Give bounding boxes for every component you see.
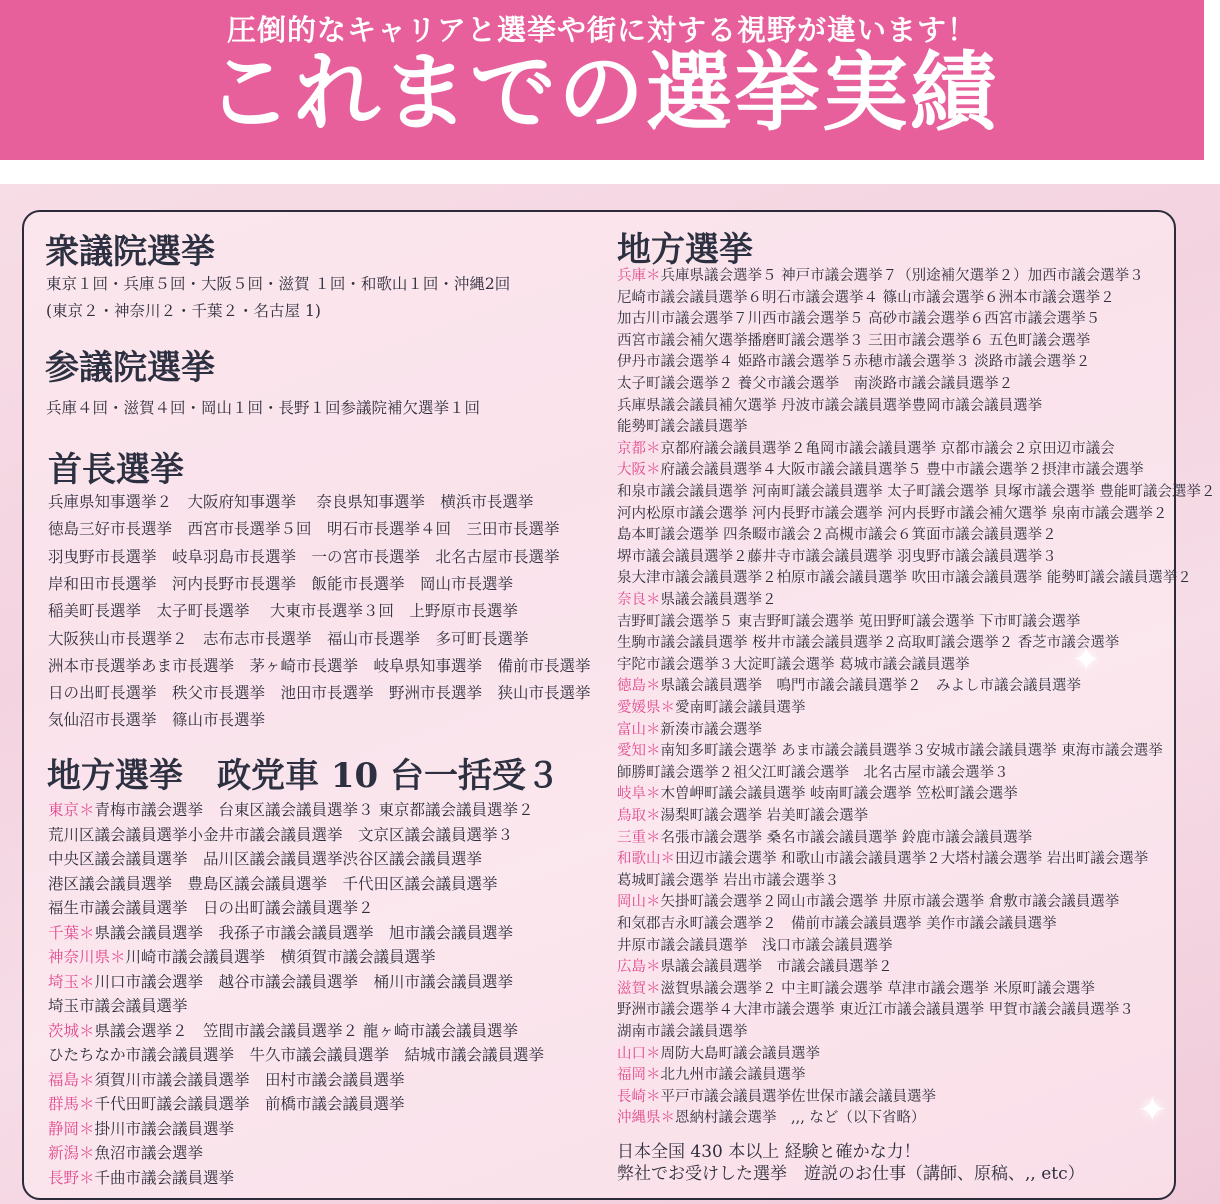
list-item bbox=[617, 739, 1163, 760]
list-item bbox=[617, 415, 748, 436]
election-text: 矢掛町議会選挙２岡山市議会選挙 井原市議会選挙 倉敷市議会議員選挙 bbox=[660, 894, 1120, 911]
list-item bbox=[617, 307, 1100, 328]
election-text: 埼玉市議会議員選挙 bbox=[48, 997, 188, 1015]
prefecture-label: 福岡＊ bbox=[617, 1067, 661, 1084]
list-item bbox=[617, 696, 806, 717]
election-text: 吉野町議会選挙５ 東吉野町議会選挙 莵田野町議会選挙 下市町議会選挙 bbox=[617, 613, 1081, 630]
election-text: 須賀川市議会議員選挙 田村市議会議員選挙 bbox=[94, 1070, 405, 1089]
election-text: 県議会議員選挙 市議会議員選挙２ bbox=[660, 959, 893, 976]
prefecture-label: 茨城＊ bbox=[48, 1021, 95, 1040]
election-text: 魚沼市議会選挙 bbox=[94, 1144, 204, 1162]
election-text: 福生市議会議員選挙 日の出町議会議員選挙２ bbox=[48, 899, 374, 917]
election-text: 青梅市議会選挙 台東区議会議員選挙３ 東京都議会議員選挙２ bbox=[94, 801, 534, 819]
prefecture-label: 広島＊ bbox=[617, 959, 661, 976]
election-text: 宇陀市議会選挙３大淀町議会選挙 葛城市議会議員選挙 bbox=[617, 656, 970, 673]
election-text: 和泉市議会議員選挙 河南町議会議員選挙 太子町議会選挙 貝塚市議会選挙 豊能町議会選挙２ bbox=[617, 484, 1216, 500]
chiho-right-title: 地方選挙 bbox=[617, 230, 753, 270]
prefecture-label: 富山＊ bbox=[617, 721, 661, 738]
list-item bbox=[617, 264, 1144, 285]
list-item bbox=[617, 674, 1081, 695]
prefecture-label: 愛媛県＊ bbox=[617, 700, 675, 716]
prefecture-label: 三重＊ bbox=[617, 829, 661, 846]
list-item bbox=[617, 1020, 748, 1041]
list-item bbox=[617, 1085, 936, 1106]
list-item: 気仙沼市長選挙 篠山市長選挙 bbox=[48, 711, 266, 730]
list-item bbox=[617, 653, 970, 674]
list-item bbox=[617, 610, 1080, 631]
list-item bbox=[48, 945, 436, 967]
list-item bbox=[617, 912, 1057, 933]
header-title: これまでの選挙実績 bbox=[206, 42, 998, 143]
list-item bbox=[48, 1043, 544, 1065]
election-text: 伊丹市議会選挙４ 姫路市議会選挙５赤穂市議会選挙３ 淡路市議会選挙２ bbox=[617, 354, 1091, 371]
prefecture-label: 滋賀＊ bbox=[617, 980, 661, 997]
list-item bbox=[617, 761, 1009, 782]
list-item bbox=[617, 394, 1042, 415]
sparkle-icon: ✦ bbox=[1138, 1090, 1167, 1130]
election-text: 尼崎市議会議員選挙６明石市議会選挙４ 篠山市議会選挙６洲本市議会選挙２ bbox=[617, 289, 1115, 306]
election-text: 河内松原市議会選挙 河内長野市議会選挙 河内長野市議会補欠選挙 泉南市議会選挙２ bbox=[617, 505, 1168, 522]
list-item bbox=[617, 1106, 925, 1127]
shugiin-title: 衆議院選挙 bbox=[45, 232, 215, 272]
prefecture-label: 兵庫＊ bbox=[617, 268, 661, 284]
list-item bbox=[617, 566, 1192, 587]
list-item bbox=[617, 502, 1167, 523]
election-text: 西宮市議会補欠選挙播磨町議会選挙３ 三田市議会選挙６ 五色町議会選挙 bbox=[617, 332, 1091, 349]
list-item bbox=[617, 372, 1013, 393]
prefecture-label: 神奈川県＊ bbox=[48, 948, 126, 966]
list-item bbox=[48, 823, 513, 845]
list-item: 稲美町長選挙 太子町長選挙 大東市長選挙３回 上野原市長選挙 bbox=[48, 602, 518, 621]
election-text: 川口市議会選挙 越谷市議会議員選挙 桶川市議会議員選挙 bbox=[94, 972, 514, 991]
election-text: 周防大島町議会議員選挙 bbox=[660, 1045, 820, 1062]
election-text: 泉大津市議会議員選挙２柏原市議会議員選挙 吹田市議会議員選挙 能勢町議会議員選挙２ bbox=[617, 570, 1192, 587]
list-item bbox=[617, 998, 1134, 1019]
list-item bbox=[617, 588, 777, 609]
closing-line-1: 日本全国 430 本以上 経験と確かな力！ bbox=[617, 1142, 921, 1162]
list-item bbox=[48, 994, 188, 1016]
prefecture-label: 埼玉＊ bbox=[48, 972, 95, 991]
list-item bbox=[617, 631, 1119, 652]
election-text: 川崎市議会議員選挙 横須賀市議会議員選挙 bbox=[125, 948, 436, 966]
shucho-title: 首長選挙 bbox=[48, 450, 184, 490]
list-item: 東京１回・兵庫５回・大阪５回・滋賀 １回・和歌山１回・沖縄2回 bbox=[46, 275, 511, 293]
closing-line-2: 弊社でお受けした選挙 遊説のお仕事（講師、原稿、,, etc） bbox=[617, 1164, 1085, 1184]
election-text: 掛川市議会議員選挙 bbox=[94, 1119, 235, 1138]
prefecture-label: 東京＊ bbox=[48, 801, 95, 819]
election-text: 兵庫県議会議員補欠選挙 丹波市議会議員選挙豊岡市議会議員選挙 bbox=[617, 397, 1043, 414]
election-text: 名張市議会選挙 桑名市議会議員選挙 鈴鹿市議会議員選挙 bbox=[660, 829, 1033, 846]
list-item bbox=[48, 1117, 234, 1139]
election-text: 千曲市議会議員選挙 bbox=[94, 1168, 235, 1187]
list-item bbox=[48, 921, 513, 943]
list-item bbox=[617, 286, 1115, 307]
election-text: 太子町議会選挙２ 養父市議会選挙 南淡路市議会議員選挙２ bbox=[617, 376, 1014, 392]
election-text: 愛南町議会議員選挙 bbox=[675, 700, 806, 716]
list-item: 洲本市長選挙あま市長選挙 茅ヶ崎市長選挙 岐阜県知事選挙 備前市長選挙 bbox=[48, 656, 591, 675]
closing-note bbox=[617, 1141, 1085, 1185]
prefecture-label: 千葉＊ bbox=[48, 923, 95, 942]
list-item bbox=[617, 458, 1144, 479]
list-item bbox=[48, 1166, 234, 1188]
list-item bbox=[617, 350, 1090, 371]
header-banner bbox=[0, 0, 1204, 160]
election-text: 加古川市議会選挙７川西市議会選挙５ 高砂市議会選挙６西宮市議会選挙５ bbox=[617, 311, 1101, 328]
election-text: 荒川区議会議員選挙小金井市議会議員選挙 文京区議会議員選挙３ bbox=[48, 825, 514, 844]
prefecture-label: 山口＊ bbox=[617, 1045, 661, 1062]
list-item bbox=[617, 329, 1090, 350]
election-text: ひたちなか市議会議員選挙 牛久市議会議員選挙 結城市議会議員選挙 bbox=[48, 1046, 545, 1064]
sparkle-icon: ✦ bbox=[1072, 640, 1101, 680]
election-text: 恩納村議会選挙 ,,, など（以下省略） bbox=[675, 1110, 926, 1127]
list-item bbox=[617, 523, 1057, 544]
prefecture-label: 沖縄県＊ bbox=[617, 1110, 675, 1127]
list-item bbox=[48, 1141, 203, 1163]
prefecture-label: 鳥取＊ bbox=[617, 808, 661, 824]
election-text: 湯梨町議会選挙 岩美町議会選挙 bbox=[660, 808, 869, 824]
prefecture-label: 岡山＊ bbox=[617, 894, 661, 911]
header-subtitle: 圧倒的なキャリアと選挙や街に対する視野が違います！ bbox=[226, 13, 977, 47]
list-item bbox=[48, 847, 482, 869]
election-text: 木曽岬町議会議員選挙 岐南町議会選挙 笠松町議会選挙 bbox=[660, 786, 1018, 803]
election-text: 県議会議員選挙２ bbox=[660, 592, 777, 608]
list-item: 日の出町長選挙 秩父市長選挙 池田市長選挙 野洲市長選挙 狭山市長選挙 bbox=[48, 684, 591, 703]
prefecture-label: 和歌山＊ bbox=[617, 851, 675, 868]
list-item bbox=[48, 970, 513, 992]
prefecture-label: 福島＊ bbox=[48, 1070, 95, 1089]
list-item bbox=[48, 872, 498, 894]
list-item bbox=[48, 1019, 518, 1041]
prefecture-label: 長野＊ bbox=[48, 1168, 95, 1187]
election-text: 兵庫県議会選挙５ 神戸市議会選挙７（別途補欠選挙２）加西市議会選挙３ bbox=[660, 268, 1144, 284]
list-item bbox=[617, 955, 893, 976]
list-item bbox=[617, 977, 1095, 998]
prefecture-label: 奈良＊ bbox=[617, 592, 661, 608]
list-item bbox=[617, 480, 1215, 501]
list-item bbox=[617, 437, 1115, 458]
election-text: 滋賀県議会選挙２ 中主町議会選挙 草津市議会選挙 米原町議会選挙 bbox=[660, 980, 1095, 997]
election-text: 能勢町議会議員選挙 bbox=[617, 419, 748, 436]
election-text: 南知多町議会選挙 あま市議会議員選挙３安城市議会議員選挙 東海市議会選挙 bbox=[660, 743, 1163, 760]
election-text: 千代田町議会議員選挙 前橋市議会議員選挙 bbox=[94, 1095, 405, 1113]
list-item bbox=[617, 869, 839, 890]
prefecture-label: 大阪＊ bbox=[617, 462, 661, 479]
election-text: 平戸市議会議員選挙佐世保市議会議員選挙 bbox=[660, 1088, 936, 1105]
list-item bbox=[48, 896, 374, 918]
list-item: 大阪狭山市長選挙２ 志布志市長選挙 福山市長選挙 多可町長選挙 bbox=[48, 629, 529, 648]
list-item bbox=[48, 1092, 405, 1114]
prefecture-label: 京都＊ bbox=[617, 440, 661, 457]
prefecture-label: 長崎＊ bbox=[617, 1088, 661, 1105]
prefecture-label: 新潟＊ bbox=[48, 1144, 95, 1162]
sangiin-title: 参議院選挙 bbox=[45, 348, 215, 388]
list-item bbox=[617, 826, 1032, 847]
list-item: 羽曳野市長選挙 岐阜羽島市長選挙 一の宮市長選挙 北名古屋市長選挙 bbox=[48, 547, 560, 566]
list-item: 兵庫県知事選挙２ 大阪府知事選挙 奈良県知事選挙 横浜市長選挙 bbox=[48, 493, 534, 511]
list-item bbox=[617, 718, 762, 739]
list-item: (東京２・神奈川２・千葉２・名古屋 1) bbox=[46, 302, 321, 320]
election-text: 県議会議員選挙 我孫子市議会議員選挙 旭市議会議員選挙 bbox=[94, 923, 514, 942]
list-item bbox=[617, 1063, 806, 1084]
list-item bbox=[617, 890, 1119, 911]
election-text: 府議会議員選挙４大阪市議会議員選挙５ 豊中市議会選挙２摂津市議会選挙 bbox=[660, 462, 1144, 479]
list-item: 徳島三好市長選挙 西宮市長選挙５回 明石市長選挙４回 三田市長選挙 bbox=[48, 520, 560, 539]
election-text: 県議会議員選挙 鳴門市議会議員選挙２ みよし市議会議員選挙 bbox=[660, 678, 1081, 695]
list-item bbox=[48, 798, 533, 820]
election-text: 島本町議会選挙 四条畷市議会２高槻市議会６箕面市議会議員選挙２ bbox=[617, 527, 1057, 544]
election-text: 湖南市議会議員選挙 bbox=[617, 1024, 748, 1040]
list-item bbox=[617, 1042, 820, 1063]
election-text: 葛城町議会選挙 岩出市議会選挙３ bbox=[617, 872, 840, 889]
list-item: 兵庫４回・滋賀４回・岡山１回・長野１回参議院補欠選挙１回 bbox=[46, 399, 481, 417]
election-text: 野洲市議会選挙４大津市議会選挙 東近江市議会議員選挙 甲賀市議会議員選挙３ bbox=[617, 1002, 1134, 1019]
prefecture-label: 群馬＊ bbox=[48, 1095, 95, 1113]
election-text: 中央区議会議員選挙 品川区議会議員選挙渋谷区議会議員選挙 bbox=[48, 850, 483, 868]
election-text: 生駒市議会議員選挙 桜井市議会議員選挙２高取町議会選挙２ 香芝市議会選挙 bbox=[617, 635, 1120, 652]
prefecture-label: 愛知＊ bbox=[617, 743, 661, 760]
election-text: 和気郡吉永町議会選挙２ 備前市議会議員選挙 美作市議会議員選挙 bbox=[617, 916, 1057, 932]
election-text: 田辺市議会選挙 和歌山市議会議員選挙２大塔村議会選挙 岩出町議会選挙 bbox=[675, 851, 1149, 868]
election-text: 京都府議会議員選挙２亀岡市議会議員選挙 京都市議会２京田辺市議会 bbox=[660, 440, 1115, 457]
prefecture-label: 岐阜＊ bbox=[617, 786, 661, 803]
prefecture-label: 徳島＊ bbox=[617, 678, 661, 695]
election-text: 港区議会議員選挙 豊島区議会議員選挙 千代田区議会議員選挙 bbox=[48, 874, 498, 893]
election-text: 堺市議会議員選挙２藤井寺市議会議員選挙 羽曳野市議会議員選挙３ bbox=[617, 548, 1057, 565]
list-item bbox=[617, 782, 1018, 803]
list-item bbox=[617, 934, 893, 955]
election-text: 新湊市議会選挙 bbox=[660, 721, 762, 738]
list-item bbox=[617, 545, 1057, 566]
election-text: 師勝町議会選挙２祖父江町議会選挙 北名古屋市議会選挙３ bbox=[617, 764, 1009, 781]
prefecture-label: 静岡＊ bbox=[48, 1119, 95, 1138]
list-item bbox=[48, 1068, 405, 1090]
list-item bbox=[617, 804, 868, 825]
election-text: 北九州市議会議員選挙 bbox=[660, 1067, 806, 1084]
election-text: 県議会選挙２ 笠間市議会議員選挙２ 龍ヶ崎市議会議員選挙 bbox=[94, 1021, 518, 1040]
list-item: 岸和田市長選挙 河内長野市長選挙 飯能市長選挙 岡山市長選挙 bbox=[48, 574, 514, 593]
election-text: 井原市議会議員選挙 浅口市議会議員選挙 bbox=[617, 937, 893, 954]
chiho-left-title: 地方選挙 政党車 10 台一括受３ bbox=[47, 756, 560, 796]
list-item bbox=[617, 847, 1148, 868]
